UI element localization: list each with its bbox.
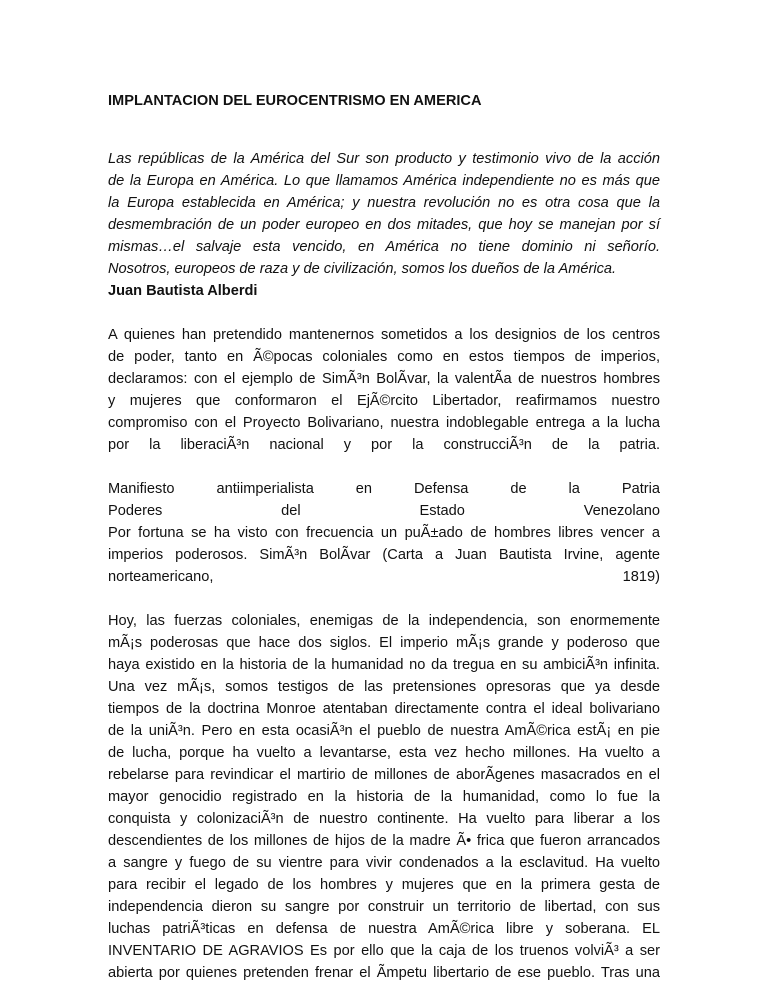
quote-line: Las repúblicas de la América del Sur son producto y testimonio vivo de la acción [108, 151, 660, 167]
paragraph-line: INVENTARIO DE AGRAVIOS Es por ello que la caja de los truenos volviÃ³ a ser [108, 943, 660, 959]
paragraph-line: a sangre y fuego de su vientre para vivir condenados a la esclavitud. Ha vuelto [108, 855, 660, 871]
paragraph-line: tiempos de la doctrina Monroe atentaban directamente contra el ideal bolivariano [108, 701, 660, 717]
paragraph-line: de la uniÃ³n. Pero en esta ocasiÃ³n el pueblo de nuestra AmÃ©rica estÃ¡ en pie [108, 723, 660, 739]
paragraph-line: de poder, tanto en Ã©pocas coloniales como en estos tiempos de imperios, [108, 349, 660, 365]
paragraph-line: para recibir el legado de los hombres y mujeres que en la primera gesta de [108, 877, 660, 893]
paragraph-line: compromiso con el Proyecto Bolivariano, nuestra indoblegable entrega a la lucha [108, 415, 660, 431]
paragraph-1 [108, 324, 660, 456]
paragraph-line: independencia dieron su sangre por construir un territorio de libertad, con sus [108, 899, 660, 915]
quote-line: la Europa establecida en América; y nuestra revolución no es otra cosa que la [108, 195, 660, 211]
paragraph-line: Hoy, las fuerzas coloniales, enemigas de la independencia, son enormemente [108, 613, 660, 629]
paragraph-line: por la liberaciÃ³n nacional y por la construcciÃ³n de la patria. [108, 437, 660, 453]
paragraph-line: conquista y colonizaciÃ³n de nuestro continente. Ha vuelto para liberar a los [108, 811, 660, 827]
paragraph-line: Manifiesto antiimperialista en Defensa de la Patria [108, 481, 660, 497]
paragraph-gap [108, 456, 660, 478]
quote-line: Nosotros, europeos de raza y de civilización, somos los dueños de la América. [108, 261, 617, 277]
paragraph-line: mayor genocidio registrado en la historia de la humanidad, como lo fue la [108, 789, 660, 805]
quote-line: mismas…el salvaje esta vencido, en América no tiene dominio ni señorío. [108, 239, 660, 255]
paragraph-line: Una vez mÃ¡s, somos testigos de las pretensiones opresoras que ya desde [108, 679, 660, 695]
paragraph-gap [108, 588, 660, 610]
paragraph-line: Poderes del Estado Venezolano [108, 503, 660, 519]
document-page [108, 0, 660, 994]
paragraph-line: A quienes han pretendido mantenernos sometidos a los designios de los centros [108, 327, 660, 343]
epigraph-quote [108, 148, 660, 280]
paragraph-2 [108, 478, 660, 588]
paragraph-gap [108, 302, 660, 324]
paragraph-line: imperios poderosos. SimÃ³n BolÃvar (Carta a Juan Bautista Irvine, agente [108, 547, 660, 563]
quote-author: Juan Bautista Alberdi [108, 283, 258, 299]
paragraph-line: y mujeres que conformaron el EjÃ©rcito Libertador, reafirmamos nuestro [108, 393, 660, 409]
paragraph-line: rebelarse para revindicar el martirio de millones de aborÃgenes masacrados en el [108, 767, 660, 783]
document-body [108, 148, 660, 984]
paragraph-line: declaramos: con el ejemplo de SimÃ³n BolÃvar, la valentÃa de nuestros hombres [108, 371, 660, 387]
paragraph-3 [108, 610, 660, 984]
document-title: IMPLANTACION DEL EUROCENTRISMO EN AMERICA [108, 93, 482, 109]
paragraph-line: abierta por quienes pretenden frenar el Ãmpetu libertario de ese pueblo. Tras una [108, 965, 660, 981]
paragraph-line: luchas patriÃ³ticas en defensa de nuestra AmÃ©rica libre y soberana. EL [108, 921, 660, 937]
paragraph-line: haya existido en la historia de la humanidad no da tregua en su ambiciÃ³n infinita. [108, 657, 660, 673]
quote-line: de la Europa en América. Lo que llamamos América independiente no es más que [108, 173, 660, 189]
paragraph-line: norteamericano, 1819) [108, 569, 660, 585]
quote-line: desmembración de un poder europeo en dos mitades, que hoy se manejan por sí [108, 217, 660, 233]
paragraph-line: mÃ¡s poderosas que hace dos siglos. El imperio mÃ¡s grande y poderoso que [108, 635, 660, 651]
paragraph-line: descendientes de los millones de hijos de la madre Ã• frica que fueron arrancados [108, 833, 660, 849]
paragraph-line: Por fortuna se ha visto con frecuencia un puÃ±ado de hombres libres vencer a [108, 525, 660, 541]
paragraph-line: de lucha, porque ha vuelto a levantarse, esta vez hecho millones. Ha vuelto a [108, 745, 660, 761]
